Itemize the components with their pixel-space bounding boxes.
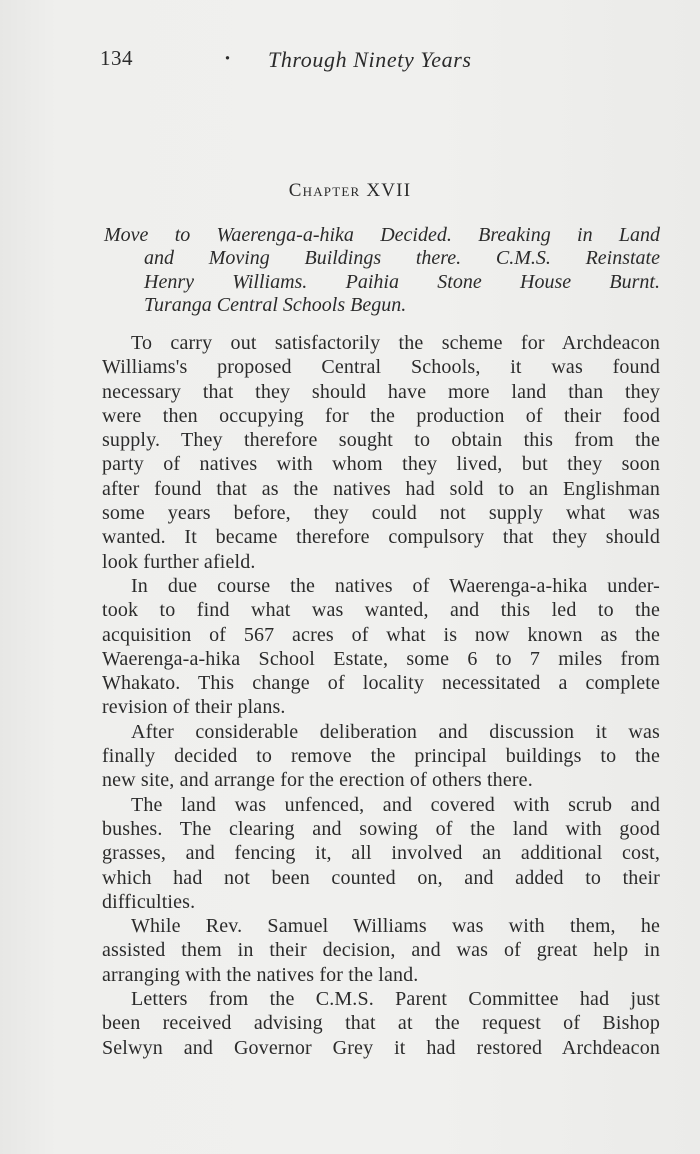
text-line: wanted. It became therefore compulsory that they should (102, 526, 660, 549)
text-line: difficulties. (102, 890, 196, 913)
text-line: arranging with the natives for the land. (102, 963, 419, 986)
text-line: The land was unfenced, and covered with scrub and (131, 793, 660, 816)
synopsis-line: Move to Waerenga-a-hika Decided. Breaking in Land (104, 224, 660, 246)
text-line: party of natives with whom they lived, but they soon (102, 453, 660, 476)
text-line: bushes. The clearing and sowing of the land with good (102, 817, 660, 840)
paragraph (102, 331, 660, 574)
text-line: were then occupying for the production of their food (102, 404, 660, 427)
text-line: look further afield. (102, 550, 256, 573)
text-line: finally decided to remove the principal buildings to the (102, 745, 660, 768)
text-line: acquisition of 567 acres of what is now known as the (102, 623, 660, 646)
text-line: While Rev. Samuel Williams was with them, he (131, 915, 660, 938)
text-line: revision of their plans. (102, 696, 286, 719)
text-line: took to find what was wanted, and this led to the (102, 599, 660, 622)
chapter-synopsis (104, 224, 660, 318)
chapter-title: Chapter XVII (288, 180, 412, 201)
paragraph (102, 574, 660, 720)
text-line: new site, and arrange for the erection of others there. (102, 769, 533, 792)
body-text (102, 331, 660, 1060)
text-line: Williams's proposed Central Schools, it was found (102, 356, 660, 379)
text-line: which had not been counted on, and added to their (102, 866, 660, 889)
synopsis-line: and Moving Buildings there. C.M.S. Reinstate (144, 247, 660, 270)
text-line: After considerable deliberation and discussion it was (131, 720, 660, 743)
paragraph (102, 987, 660, 1060)
synopsis-line: Turanga Central Schools Begun. (144, 294, 407, 317)
paragraph (102, 793, 660, 914)
text-line: some years before, they could not supply what was (102, 502, 660, 525)
page-header (100, 46, 520, 80)
text-line: Selwyn and Governor Grey it had restored Archdeacon (102, 1036, 660, 1059)
text-line: grasses, and fencing it, all involved an additional cost, (102, 842, 660, 865)
text-line: supply. They therefore sought to obtain this from the (102, 429, 660, 452)
header-separator: · (224, 46, 232, 70)
running-head: Through Ninety Years (268, 47, 472, 72)
synopsis-line: Henry Williams. Paihia Stone House Burnt. (144, 270, 660, 293)
text-line: necessary that they should have more land than they (102, 380, 660, 403)
paragraph (102, 914, 660, 987)
text-line: Whakato. This change of locality necessitated a complete (102, 672, 660, 695)
page-number: 134 (100, 46, 133, 70)
paragraph (102, 720, 660, 793)
text-line: Waerenga-a-hika School Estate, some 6 to 7 miles from (102, 647, 660, 670)
text-line: assisted them in their decision, and was of great help in (102, 939, 660, 962)
text-line: after found that as the natives had sold to an Englishman (102, 477, 660, 500)
text-line: In due course the natives of Waerenga-a-hika under- (131, 574, 660, 597)
text-line: Letters from the C.M.S. Parent Committee had just (131, 988, 660, 1011)
text-line: To carry out satisfactorily the scheme for Archdeacon (131, 332, 660, 354)
text-line: been received advising that at the request of Bishop (102, 1012, 660, 1035)
